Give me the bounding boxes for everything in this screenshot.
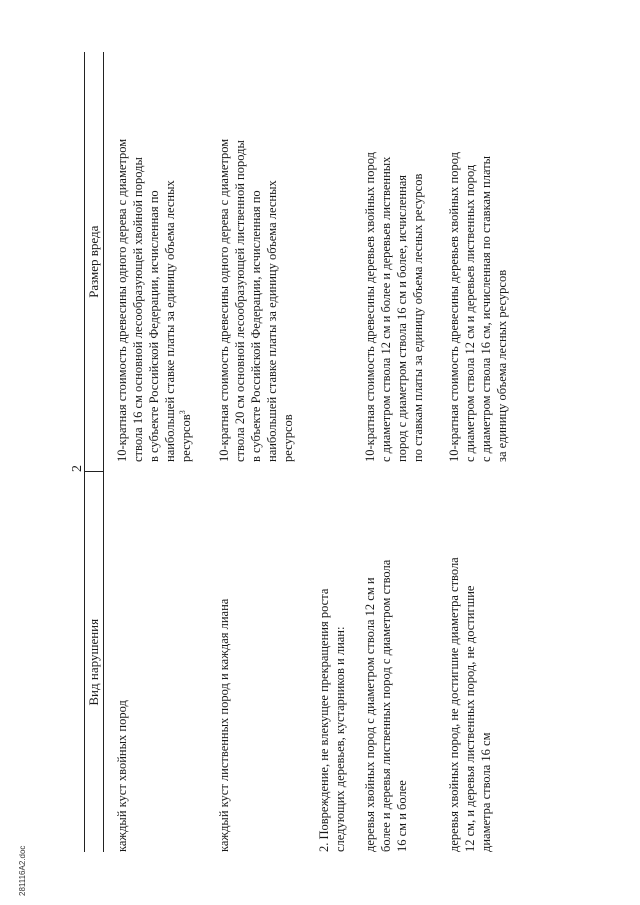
footer-file-code <box>18 845 58 896</box>
violation-cell: каждый куст хвойных пород <box>115 700 129 852</box>
footer-file-code-text: 281116A2.doc <box>18 845 27 896</box>
table-row <box>446 52 510 852</box>
table-row <box>316 52 348 852</box>
damage-cell: 10-кратная стоимость древесины деревьев хвойных пород с диаметром ствола 12 см и деревьев лиственных пород с диаметром ствола 16 см, исчисленная по ставкам платы за единицу объема лесных ресурсов <box>447 152 509 462</box>
page-number: 2 <box>70 465 85 472</box>
violation-cell: каждый куст лиственных пород и каждая лиана <box>217 598 231 852</box>
header-damage-amount: Размер вреда <box>85 52 103 472</box>
violation-cell: деревья хвойных пород с диаметром ствола 12 см и более и деревья лиственных пород с диаметром ствола 16 см и более <box>363 559 409 852</box>
rotated-content <box>70 52 590 852</box>
table-row <box>362 52 426 852</box>
table-row <box>114 52 194 852</box>
table-header <box>84 52 104 852</box>
header-violation-type: Вид нарушения <box>86 618 101 706</box>
violation-cell: деревья хвойных пород, не достигшие диаметра ствола 12 см, и деревья лиственных пород, не достигшие диаметра ствола 16 см <box>447 557 493 852</box>
damage-cell: 10-кратная стоимость древесины одного дерева с диаметром ствола 20 см основной лесообразующей лиственной породы в субъекте Российской Федерации, исчисленная по наибольшей ставке платы за единицу объема лесных ресурсов <box>217 138 295 462</box>
damage-cell <box>316 52 348 472</box>
section-heading-cell: 2. Повреждение, не влекущее прекращения роста следующих деревьев, кустарников и лиан: <box>317 588 347 852</box>
table-row <box>216 52 296 852</box>
footnote-marker: 3 <box>177 410 187 415</box>
damage-text: 10-кратная стоимость древесины одного дерева с диаметром ствола 16 см основной лесообразующей хвойной породы в субъекте Российской Федерации, исчисленная по наибольшей ставке платы за единицу объема лесных ресурсов <box>115 138 193 462</box>
damage-cell: 10-кратная стоимость древесины деревьев хвойных пород с диаметром ствола 12 см и более и деревьев лиственных пород с диаметром ствола 16 см и более, исчисленная по ставкам платы за единицу объема лесных ресурсов <box>363 152 425 462</box>
damage-cell <box>114 52 194 472</box>
damage-table <box>84 52 510 852</box>
